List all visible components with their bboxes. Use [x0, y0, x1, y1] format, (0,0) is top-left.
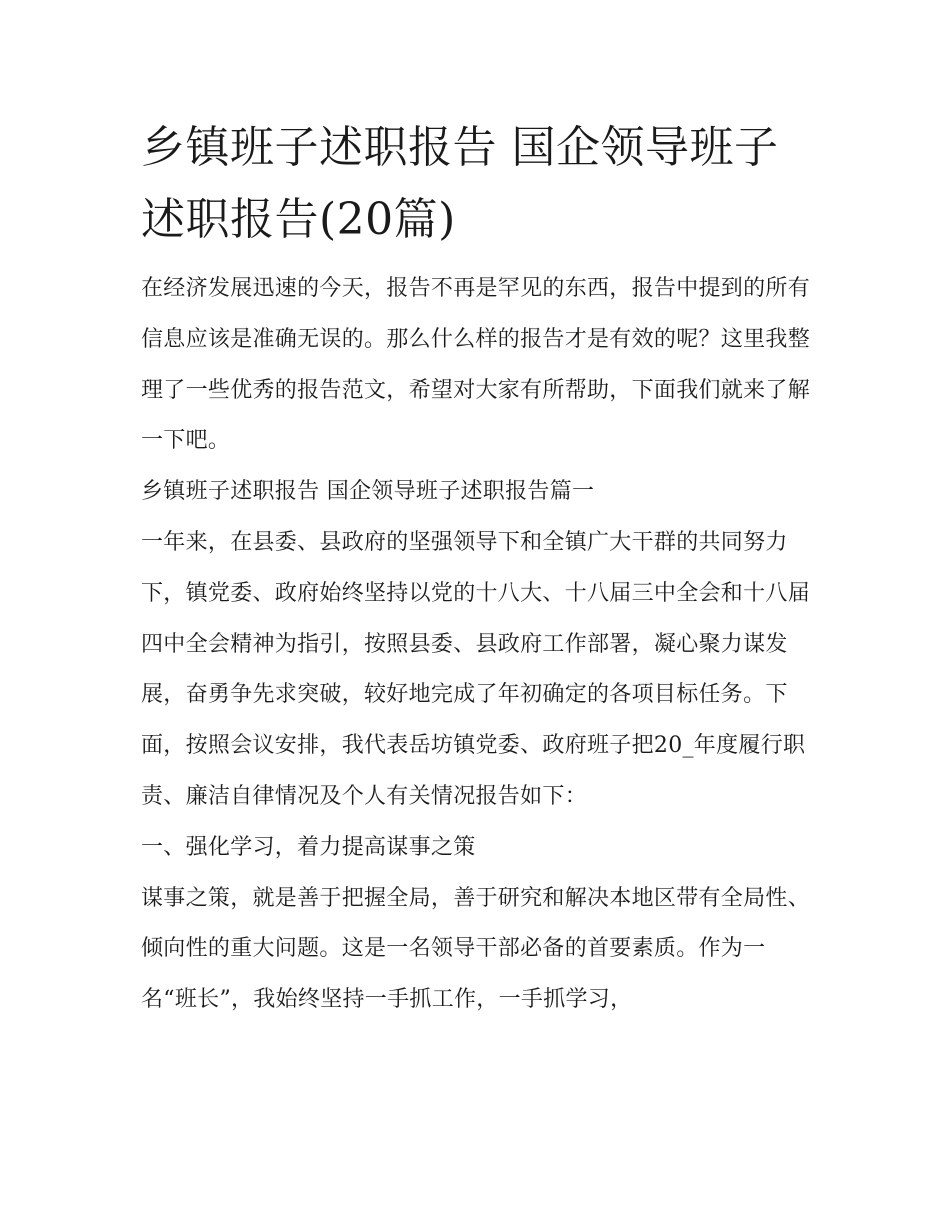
document-body: [141, 112, 813, 1026]
intro-paragraph: 在经济发展迅速的今天，报告不再是罕见的东西，报告中提到的所有信息应该是准确无误的。那么什么样的报告才是有效的呢？这里我整理了一些优秀的报告范文，希望对大家有所帮助，下面我们就来了解一下吧。: [141, 276, 811, 454]
document-title: 乡镇班子述职报告 国企领导班子述职报告(20篇): [141, 122, 779, 245]
body-paragraph: 谋事之策，就是善于把握全局，善于研究和解决本地区带有全局性、倾向性的重大问题。这是一名领导干部必备的首要素质。作为一名“班长”，我始终坚持一手抓工作，一手抓学习，: [141, 885, 811, 1013]
section-heading: 乡镇班子述职报告 国企领导班子述职报告篇一: [141, 479, 595, 505]
body-paragraph: 一年来，在县委、县政府的坚强领导下和全镇广大干群的共同努力下，镇党委、政府始终坚持以党的十八大、十八届三中全会和十八届四中全会精神为指引，按照县委、县政府工作部署，凝心聚力谋发展，奋勇争先求突破，较好地完成了年初确定的各项目标任务。下面，按照会议安排，我代表岳坊镇党委、政府班子把20_年度履行职责、廉洁自律情况及个人有关情况报告如下：: [141, 529, 811, 809]
subsection-heading: 一、强化学习，着力提高谋事之策: [141, 834, 476, 860]
